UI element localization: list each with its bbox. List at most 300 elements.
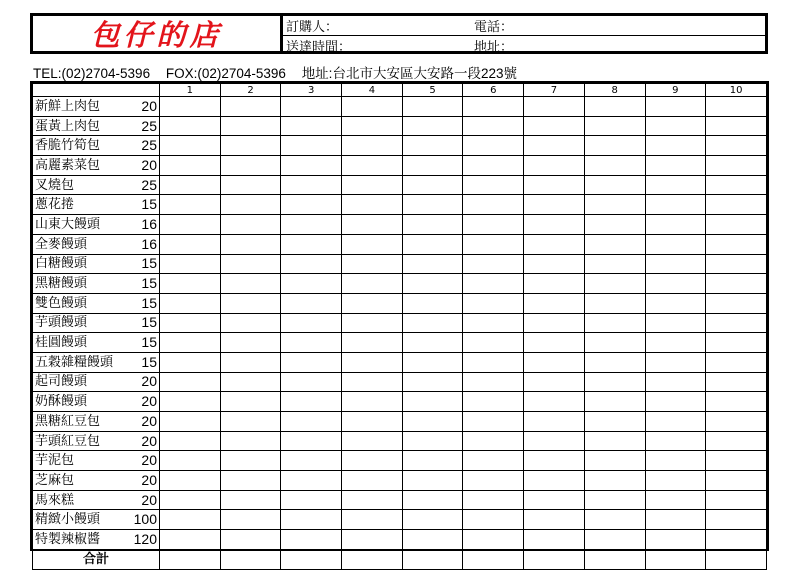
item-price: 15 <box>141 255 157 272</box>
quantity-cell[interactable] <box>584 116 645 136</box>
item-name: 全麥饅頭 <box>35 236 88 252</box>
quantity-cell[interactable] <box>706 293 767 313</box>
quantity-cell[interactable] <box>342 136 403 156</box>
item-price: 15 <box>141 275 157 292</box>
quantity-cell[interactable] <box>706 530 767 550</box>
quantity-cell[interactable] <box>342 274 403 294</box>
quantity-cell[interactable] <box>645 372 706 392</box>
order-info <box>283 16 765 55</box>
quantity-cell[interactable] <box>584 471 645 491</box>
quantity-cell[interactable] <box>281 490 342 510</box>
quantity-cell[interactable] <box>584 313 645 333</box>
item-price: 15 <box>141 294 157 311</box>
quantity-cell[interactable] <box>584 254 645 274</box>
quantity-cell[interactable] <box>160 215 221 235</box>
item-name: 起司饅頭 <box>35 374 88 390</box>
quantity-cell[interactable] <box>402 392 463 412</box>
quantity-cell[interactable] <box>402 471 463 491</box>
table-row <box>33 254 767 274</box>
quantity-cell[interactable] <box>524 97 585 117</box>
quantity-cell[interactable] <box>342 412 403 432</box>
item-price: 25 <box>141 137 157 154</box>
quantity-cell[interactable] <box>706 490 767 510</box>
quantity-cell[interactable] <box>463 313 524 333</box>
quantity-cell[interactable] <box>160 471 221 491</box>
quantity-cell[interactable] <box>584 451 645 471</box>
quantity-cell[interactable] <box>402 293 463 313</box>
quantity-cell[interactable] <box>402 372 463 392</box>
quantity-cell[interactable] <box>281 175 342 195</box>
quantity-cell[interactable] <box>645 293 706 313</box>
quantity-cell[interactable] <box>645 97 706 117</box>
quantity-cell[interactable] <box>160 352 221 372</box>
quantity-cell[interactable] <box>524 175 585 195</box>
item-label <box>33 196 159 213</box>
quantity-cell[interactable] <box>584 412 645 432</box>
quantity-cell[interactable] <box>524 234 585 254</box>
quantity-cell[interactable] <box>463 97 524 117</box>
quantity-cell[interactable] <box>584 136 645 156</box>
header-corner <box>33 84 160 97</box>
quantity-cell[interactable] <box>160 254 221 274</box>
quantity-cell[interactable] <box>524 530 585 550</box>
quantity-cell[interactable] <box>645 352 706 372</box>
quantity-cell[interactable] <box>706 352 767 372</box>
quantity-cell[interactable] <box>220 549 281 569</box>
quantity-cell[interactable] <box>342 471 403 491</box>
quantity-cell[interactable] <box>463 293 524 313</box>
quantity-cell[interactable] <box>584 195 645 215</box>
quantity-cell[interactable] <box>342 254 403 274</box>
quantity-cell[interactable] <box>524 451 585 471</box>
quantity-cell[interactable] <box>524 333 585 353</box>
quantity-cell[interactable] <box>220 274 281 294</box>
quantity-cell[interactable] <box>220 392 281 412</box>
quantity-cell[interactable] <box>220 136 281 156</box>
item-cell <box>33 451 160 471</box>
quantity-cell[interactable] <box>160 116 221 136</box>
quantity-cell[interactable] <box>220 215 281 235</box>
item-price: 25 <box>141 117 157 134</box>
quantity-cell[interactable] <box>402 116 463 136</box>
table-row <box>33 274 767 294</box>
quantity-cell[interactable] <box>220 293 281 313</box>
quantity-cell[interactable] <box>524 274 585 294</box>
quantity-cell[interactable] <box>524 352 585 372</box>
quantity-cell[interactable] <box>342 352 403 372</box>
quantity-cell[interactable] <box>342 392 403 412</box>
quantity-cell[interactable] <box>706 431 767 451</box>
quantity-cell[interactable] <box>645 215 706 235</box>
table-row <box>33 451 767 471</box>
quantity-cell[interactable] <box>645 412 706 432</box>
quantity-cell[interactable] <box>220 97 281 117</box>
item-label <box>33 531 159 548</box>
item-cell <box>33 293 160 313</box>
quantity-cell[interactable] <box>342 549 403 569</box>
quantity-cell[interactable] <box>220 431 281 451</box>
quantity-cell[interactable] <box>402 195 463 215</box>
quantity-cell[interactable] <box>160 156 221 176</box>
quantity-cell[interactable] <box>220 530 281 550</box>
quantity-cell[interactable] <box>160 451 221 471</box>
quantity-cell[interactable] <box>463 490 524 510</box>
quantity-cell[interactable] <box>342 116 403 136</box>
quantity-cell[interactable] <box>160 549 221 569</box>
order-info-row-2 <box>283 36 765 55</box>
quantity-cell[interactable] <box>463 234 524 254</box>
item-label <box>33 216 159 233</box>
quantity-cell[interactable] <box>220 372 281 392</box>
quantity-cell[interactable] <box>281 372 342 392</box>
quantity-cell[interactable] <box>281 116 342 136</box>
quantity-cell[interactable] <box>160 195 221 215</box>
quantity-cell[interactable] <box>645 530 706 550</box>
quantity-cell[interactable] <box>160 530 221 550</box>
quantity-cell[interactable] <box>524 156 585 176</box>
quantity-cell[interactable] <box>584 293 645 313</box>
item-price: 20 <box>141 491 157 508</box>
item-price: 100 <box>133 511 157 528</box>
quantity-cell[interactable] <box>402 175 463 195</box>
table-row <box>33 510 767 530</box>
quantity-cell[interactable] <box>584 372 645 392</box>
quantity-cell[interactable] <box>463 215 524 235</box>
quantity-cell[interactable] <box>463 372 524 392</box>
quantity-cell[interactable] <box>220 313 281 333</box>
item-name: 白糖饅頭 <box>35 256 88 272</box>
quantity-cell[interactable] <box>220 412 281 432</box>
quantity-cell[interactable] <box>402 234 463 254</box>
quantity-cell[interactable] <box>524 313 585 333</box>
table-row <box>33 471 767 491</box>
quantity-cell[interactable] <box>706 510 767 530</box>
quantity-cell[interactable] <box>220 156 281 176</box>
order-header <box>30 13 768 54</box>
shop-logo: 包仔的店 <box>33 16 283 51</box>
quantity-cell[interactable] <box>281 313 342 333</box>
quantity-cell[interactable] <box>220 510 281 530</box>
quantity-cell[interactable] <box>463 195 524 215</box>
quantity-cell[interactable] <box>584 392 645 412</box>
quantity-cell[interactable] <box>645 195 706 215</box>
quantity-cell[interactable] <box>645 471 706 491</box>
total-label: 合計 <box>33 549 160 569</box>
quantity-cell[interactable] <box>220 333 281 353</box>
quantity-cell[interactable] <box>402 313 463 333</box>
quantity-cell[interactable] <box>160 234 221 254</box>
quantity-cell[interactable] <box>645 175 706 195</box>
quantity-cell[interactable] <box>220 451 281 471</box>
quantity-cell[interactable] <box>402 490 463 510</box>
quantity-cell[interactable] <box>342 333 403 353</box>
table-row <box>33 195 767 215</box>
table-row <box>33 156 767 176</box>
quantity-cell[interactable] <box>706 471 767 491</box>
quantity-cell[interactable] <box>220 471 281 491</box>
quantity-cell[interactable] <box>281 333 342 353</box>
item-cell <box>33 372 160 392</box>
item-name: 芝麻包 <box>35 472 75 488</box>
quantity-cell[interactable] <box>342 313 403 333</box>
item-label <box>33 177 159 194</box>
quantity-cell[interactable] <box>220 490 281 510</box>
quantity-cell[interactable] <box>463 333 524 353</box>
quantity-cell[interactable] <box>463 451 524 471</box>
quantity-cell[interactable] <box>524 293 585 313</box>
table-row <box>33 392 767 412</box>
quantity-cell[interactable] <box>463 412 524 432</box>
quantity-cell[interactable] <box>584 549 645 569</box>
quantity-cell[interactable] <box>281 412 342 432</box>
quantity-cell[interactable] <box>160 431 221 451</box>
quantity-cell[interactable] <box>342 431 403 451</box>
quantity-cell[interactable] <box>463 352 524 372</box>
quantity-cell[interactable] <box>463 471 524 491</box>
item-cell <box>33 333 160 353</box>
quantity-cell[interactable] <box>706 372 767 392</box>
quantity-cell[interactable] <box>645 333 706 353</box>
quantity-cell[interactable] <box>706 333 767 353</box>
quantity-cell[interactable] <box>524 490 585 510</box>
quantity-cell[interactable] <box>463 549 524 569</box>
item-label <box>33 433 159 450</box>
quantity-cell[interactable] <box>463 116 524 136</box>
table-row <box>33 215 767 235</box>
quantity-cell[interactable] <box>281 215 342 235</box>
column-header: 3 <box>281 84 342 97</box>
quantity-cell[interactable] <box>706 234 767 254</box>
item-price: 25 <box>141 176 157 193</box>
quantity-cell[interactable] <box>281 234 342 254</box>
quantity-cell[interactable] <box>706 274 767 294</box>
item-name: 馬來糕 <box>35 492 75 508</box>
item-cell <box>33 352 160 372</box>
quantity-cell[interactable] <box>463 254 524 274</box>
quantity-cell[interactable] <box>706 254 767 274</box>
quantity-cell[interactable] <box>281 97 342 117</box>
quantity-cell[interactable] <box>524 195 585 215</box>
quantity-cell[interactable] <box>160 392 221 412</box>
quantity-cell[interactable] <box>706 451 767 471</box>
quantity-cell[interactable] <box>402 274 463 294</box>
quantity-cell[interactable] <box>584 431 645 451</box>
item-price: 20 <box>141 412 157 429</box>
quantity-cell[interactable] <box>281 549 342 569</box>
quantity-cell[interactable] <box>281 510 342 530</box>
quantity-cell[interactable] <box>342 372 403 392</box>
quantity-cell[interactable] <box>342 175 403 195</box>
item-name: 高麗素菜包 <box>35 157 101 173</box>
quantity-cell[interactable] <box>342 490 403 510</box>
item-price: 20 <box>141 452 157 469</box>
quantity-cell[interactable] <box>645 234 706 254</box>
quantity-cell[interactable] <box>220 116 281 136</box>
quantity-cell[interactable] <box>584 215 645 235</box>
quantity-cell[interactable] <box>342 451 403 471</box>
quantity-cell[interactable] <box>160 490 221 510</box>
quantity-cell[interactable] <box>524 412 585 432</box>
quantity-cell[interactable] <box>281 352 342 372</box>
quantity-cell[interactable] <box>160 333 221 353</box>
quantity-cell[interactable] <box>645 431 706 451</box>
quantity-cell[interactable] <box>220 234 281 254</box>
quantity-cell[interactable] <box>402 156 463 176</box>
quantity-cell[interactable] <box>645 274 706 294</box>
quantity-cell[interactable] <box>706 392 767 412</box>
quantity-cell[interactable] <box>463 274 524 294</box>
quantity-cell[interactable] <box>342 195 403 215</box>
quantity-cell[interactable] <box>342 234 403 254</box>
quantity-cell[interactable] <box>645 490 706 510</box>
quantity-cell[interactable] <box>342 156 403 176</box>
quantity-cell[interactable] <box>584 530 645 550</box>
quantity-cell[interactable] <box>524 431 585 451</box>
table-row <box>33 313 767 333</box>
quantity-cell[interactable] <box>281 274 342 294</box>
quantity-cell[interactable] <box>220 195 281 215</box>
quantity-cell[interactable] <box>160 412 221 432</box>
quantity-cell[interactable] <box>402 549 463 569</box>
table-row <box>33 293 767 313</box>
quantity-cell[interactable] <box>402 530 463 550</box>
item-label <box>33 98 159 115</box>
quantity-cell[interactable] <box>706 97 767 117</box>
quantity-cell[interactable] <box>281 254 342 274</box>
quantity-cell[interactable] <box>160 97 221 117</box>
quantity-cell[interactable] <box>524 136 585 156</box>
quantity-cell[interactable] <box>342 97 403 117</box>
quantity-cell[interactable] <box>402 412 463 432</box>
quantity-cell[interactable] <box>402 431 463 451</box>
quantity-cell[interactable] <box>463 136 524 156</box>
column-header: 1 <box>160 84 221 97</box>
quantity-cell[interactable] <box>706 412 767 432</box>
quantity-cell[interactable] <box>524 372 585 392</box>
quantity-cell[interactable] <box>342 293 403 313</box>
item-cell <box>33 274 160 294</box>
quantity-cell[interactable] <box>402 510 463 530</box>
quantity-cell[interactable] <box>584 490 645 510</box>
quantity-cell[interactable] <box>524 510 585 530</box>
quantity-cell[interactable] <box>706 195 767 215</box>
quantity-cell[interactable] <box>402 451 463 471</box>
quantity-cell[interactable] <box>584 352 645 372</box>
quantity-cell[interactable] <box>524 254 585 274</box>
quantity-cell[interactable] <box>584 333 645 353</box>
item-price: 15 <box>141 353 157 370</box>
quantity-cell[interactable] <box>281 530 342 550</box>
quantity-cell[interactable] <box>524 116 585 136</box>
quantity-cell[interactable] <box>645 116 706 136</box>
quantity-cell[interactable] <box>402 333 463 353</box>
quantity-cell[interactable] <box>160 372 221 392</box>
quantity-cell[interactable] <box>342 215 403 235</box>
quantity-cell[interactable] <box>706 313 767 333</box>
order-table <box>32 83 767 570</box>
quantity-cell[interactable] <box>342 530 403 550</box>
quantity-cell[interactable] <box>584 234 645 254</box>
quantity-cell[interactable] <box>281 451 342 471</box>
quantity-cell[interactable] <box>463 156 524 176</box>
quantity-cell[interactable] <box>402 97 463 117</box>
quantity-cell[interactable] <box>402 254 463 274</box>
quantity-cell[interactable] <box>160 136 221 156</box>
quantity-cell[interactable] <box>160 510 221 530</box>
quantity-cell[interactable] <box>220 254 281 274</box>
quantity-cell[interactable] <box>584 97 645 117</box>
quantity-cell[interactable] <box>524 471 585 491</box>
quantity-cell[interactable] <box>402 136 463 156</box>
quantity-cell[interactable] <box>220 352 281 372</box>
item-label <box>33 118 159 135</box>
quantity-cell[interactable] <box>160 313 221 333</box>
quantity-cell[interactable] <box>706 136 767 156</box>
quantity-cell[interactable] <box>645 549 706 569</box>
quantity-cell[interactable] <box>160 175 221 195</box>
table-row <box>33 333 767 353</box>
quantity-cell[interactable] <box>342 510 403 530</box>
quantity-cell[interactable] <box>524 215 585 235</box>
item-cell <box>33 175 160 195</box>
quantity-cell[interactable] <box>584 175 645 195</box>
quantity-cell[interactable] <box>645 136 706 156</box>
quantity-cell[interactable] <box>281 136 342 156</box>
quantity-cell[interactable] <box>584 274 645 294</box>
column-header: 4 <box>342 84 403 97</box>
quantity-cell[interactable] <box>160 274 221 294</box>
quantity-cell[interactable] <box>706 175 767 195</box>
quantity-cell[interactable] <box>645 510 706 530</box>
quantity-cell[interactable] <box>281 392 342 412</box>
quantity-cell[interactable] <box>645 451 706 471</box>
quantity-cell[interactable] <box>706 549 767 569</box>
quantity-cell[interactable] <box>524 392 585 412</box>
quantity-cell[interactable] <box>463 510 524 530</box>
phone-label: 電話： <box>474 20 514 35</box>
quantity-cell[interactable] <box>463 175 524 195</box>
quantity-cell[interactable] <box>645 156 706 176</box>
quantity-cell[interactable] <box>281 195 342 215</box>
quantity-cell[interactable] <box>584 510 645 530</box>
quantity-cell[interactable] <box>281 431 342 451</box>
quantity-cell[interactable] <box>402 352 463 372</box>
quantity-cell[interactable] <box>160 293 221 313</box>
item-name: 叉燒包 <box>35 177 75 193</box>
quantity-cell[interactable] <box>281 156 342 176</box>
quantity-cell[interactable] <box>584 156 645 176</box>
quantity-cell[interactable] <box>281 293 342 313</box>
quantity-cell[interactable] <box>463 392 524 412</box>
quantity-cell[interactable] <box>645 254 706 274</box>
quantity-cell[interactable] <box>645 392 706 412</box>
quantity-cell[interactable] <box>402 215 463 235</box>
item-cell <box>33 195 160 215</box>
quantity-cell[interactable] <box>706 116 767 136</box>
quantity-cell[interactable] <box>706 215 767 235</box>
quantity-cell[interactable] <box>706 156 767 176</box>
quantity-cell[interactable] <box>463 530 524 550</box>
quantity-cell[interactable] <box>645 313 706 333</box>
quantity-cell[interactable] <box>281 471 342 491</box>
item-name: 山東大饅頭 <box>35 216 101 232</box>
quantity-cell[interactable] <box>463 431 524 451</box>
quantity-cell[interactable] <box>524 549 585 569</box>
item-price: 16 <box>141 215 157 232</box>
quantity-cell[interactable] <box>220 175 281 195</box>
item-name: 新鮮上肉包 <box>35 98 101 114</box>
item-name: 芋泥包 <box>35 453 75 469</box>
